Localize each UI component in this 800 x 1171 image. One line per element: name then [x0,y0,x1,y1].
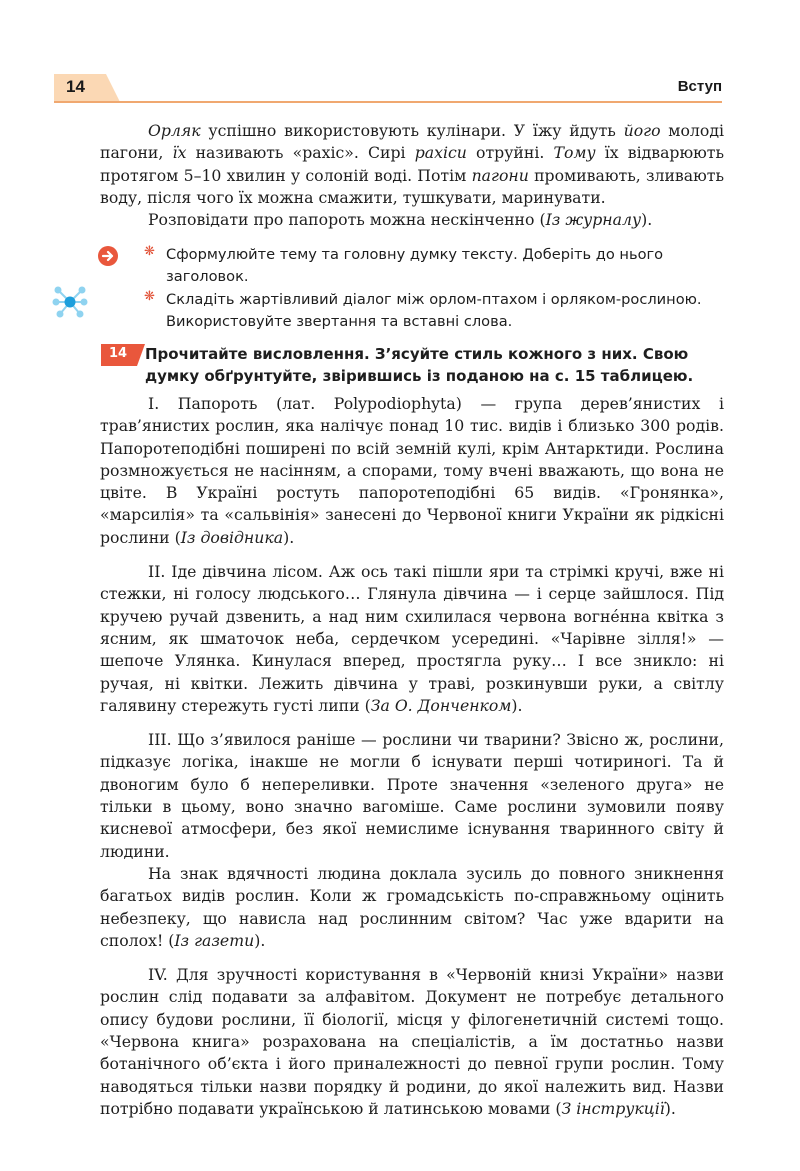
task-list [144,244,724,334]
header-rule [54,101,722,103]
text-2: ІІ. Іде дівчина лісом. Аж ось такі пішли яри та стрімкі кручі, вже ні стежки, ні голосу людського… Глянула дівчина — і серце зайшлося. Під кручею ручай дзвенить, а над ним схилилася червона вогне́нна квітка з ясним, як шматочок неба, сердечком усередині. «Чарівне зілля!» — шепоче Улянка. Кинулася вперед, простягла руку… І все зникло: ні ручая, ні квітки. Лежить дівчина у траві, розкинувши руки, а світлу галявину стережуть густі липи (За О. Донченком). [100,562,724,715]
page-number-box [54,74,106,102]
exercise-number: 14 [109,346,128,361]
arrow-right-icon [98,246,118,266]
task-item-2: ❋ Складіть жартівливий діалог між орлом-птахом і орляком-рослиною. Використовуйте звертання та вставні слова. [144,289,702,330]
intro-paragraph-2: Розповідати про папороть можна нескінченно (Із журналу). [148,210,653,230]
text-3-paragraph-1: ІІІ. Що з’явилося раніше — рослини чи тварини? Звісно ж, рослини, підказує логіка, інакше не могли б існувати перші чотириногі. Та й двоногим було б непереливки. Проте значення «зеленого друга» не тільки в цьому, воно значно вагоміше. Саме рослини зумовили появу кисневої атмосфери, без якої немислиме існування тваринного світу й людини. [100,730,724,861]
text-3-paragraph-2: На знак вдячності людина доклала зусиль до повного зникнення багатьох видів рослин. Коли ж громадськість по-справжньому оцінить небезпеку, що нависла над рослинним світом? Час уже вдарити на сполох! (Із газети). [100,863,724,950]
exercise-badge-tail [137,344,145,366]
asterisk-icon: ❋ [144,289,155,304]
asterisk-icon: ❋ [144,244,155,259]
exercise-number-badge [101,344,137,366]
header-tab-tail [106,74,120,102]
molecule-icon [52,284,88,320]
task-item-1: ❋ Сформулюйте тему та головну думку тексту. Доберіть до нього заголовок. [144,244,664,285]
section-title: Вступ [677,78,722,95]
intro-paragraph-1: Орляк успішно використовують кулінари. У їжу йдуть його молоді пагони, їх називають «рахіс». Сирі рахіси отруйні. Тому їх відварюють протягом 5–10 хвилин у солоній воді. Потім пагони промивають, зливають воду, після чого їх можна смажити, тушкувати, маринувати. [100,121,725,207]
page-number: 14 [66,77,85,96]
text-4: IV. Для зручності користування в «Червоній книзі України» назви рослин слід подавати за алфавітом. Документ не потребує детального опису будови рослини, її біології, місця у філогенетичній системі тощо. «Червона книга» розрахована на спеціалістів, а їм достатньо назви ботанічного об’єкта і його приналежності до певної групи рослин. Тому наводяться тільки назви порядку й родини, до якої належить вид. Назви потрібно подавати українською й латинською мовами (З інструкції). [100,965,724,1118]
exercise-instruction: Прочитайте висловлення. З’ясуйте стиль кожного з них. Свою думку обґрунтуйте, звірившись із поданою на с. 15 таблицею. [145,345,694,385]
text-1: І. Папороть (лат. Polypodiophyta) — група дерев’янистих і трав’янистих рослин, яка налічує понад 10 тис. видів і близько 300 родів. Папоротеподібні поширені по всій земній кулі, крім Антарктиди. Рослина розмножується не насінням, а спорами, тому вчені вважають, що вона не цвіте. В Україні ростуть папоротеподібні 65 видів. «Гронянка», «марсилія» та «сальвінія» занесені до Червоної книги України як рідкісні рослини (Із довідника). [100,394,724,547]
exercise-texts [100,393,724,1120]
intro-text [100,120,724,231]
